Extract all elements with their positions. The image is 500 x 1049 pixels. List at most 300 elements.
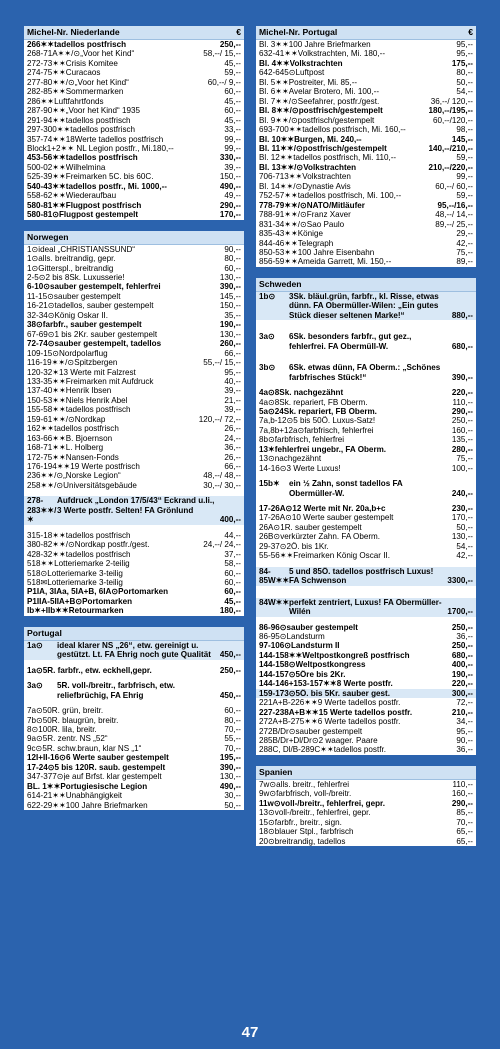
item-price: 90,--: [224, 244, 241, 254]
item-price: 65,--: [456, 836, 473, 846]
item-description: farbfrisch, voll-/breitr.: [276, 789, 352, 799]
listing-row: [256, 144, 476, 153]
item-price: 60,--: [224, 106, 241, 116]
listing-row: [24, 396, 244, 405]
listing-row: [24, 540, 244, 549]
item-price: 59,--: [456, 153, 473, 163]
item-description: 6Sk. besonders farbfr., gut gez., fehlerfrei. FA Obermüll-W.: [289, 332, 412, 351]
item-description: 3Sk. bläul.grün, farbfr., kl. Risse, etwas dünn. FA Obermüller-Wilen: „Ein gutes Stück dieser seltenen Marke!“: [289, 291, 439, 320]
item-description: Volkstrachten: [289, 58, 343, 68]
item-description: Lotteriemarke 3-teilig: [47, 578, 123, 588]
listing-row: [24, 462, 244, 471]
catalog-number: 38⊙: [27, 320, 43, 330]
listing-row: [256, 435, 476, 444]
item-description: Luftfahrtfonds: [54, 96, 104, 106]
item-price: 99,--: [224, 134, 241, 144]
item-price: 490,--: [219, 781, 241, 791]
item-price: 100,--: [451, 463, 473, 473]
item-price: 180,--/195,--: [428, 106, 473, 116]
listing-row: [256, 679, 476, 688]
item-price: 89,--/ 25,--: [435, 219, 473, 229]
listing-row: [24, 606, 244, 615]
catalog-number: 26A⊙: [259, 522, 281, 532]
catalog-number: 540-43✶✶: [27, 181, 66, 191]
listing-row: [256, 416, 476, 425]
item-price: 36,--: [456, 632, 473, 642]
catalog-number: 693-700✶✶: [259, 125, 303, 135]
listing-row: [24, 681, 244, 700]
catalog-number: Bl. 13✶✶/⊙: [259, 162, 304, 172]
item-price: 95,--: [224, 367, 241, 377]
listing-row: [256, 670, 476, 679]
item-description: farbfr., sauber gestempelt: [42, 320, 142, 330]
item-price: 175,--: [451, 58, 473, 68]
item-description: Unabhängigkeit: [65, 791, 123, 801]
catalog-number: 268-71A✶✶/⊙: [27, 49, 81, 59]
item-price: 390,--: [219, 762, 241, 772]
item-description: NATO/Mitläufer: [306, 200, 365, 210]
catalog-number: 428-32✶✶: [27, 549, 66, 559]
section-schweden: [256, 278, 476, 755]
item-description: Crisis Komitee: [65, 58, 118, 68]
listing-row: [256, 717, 476, 726]
listing-row: [24, 40, 244, 49]
listing-row: [256, 454, 476, 463]
listing-row: [24, 666, 244, 675]
catalog-number: 525-39✶✶: [27, 172, 66, 182]
catalog-number: 622-29✶✶: [27, 800, 66, 810]
item-description: verkürzter Zahn. FA Oberm.: [280, 532, 381, 542]
catalog-number: 3b⊙: [259, 363, 276, 373]
item-description: ideal klarer NS „26“, etw. gereinigt u. gestützt. Lt. FA Ehrig noch gute Qualität: [57, 640, 211, 660]
item-price: 72,--: [456, 698, 473, 708]
item-description: Volkstrachten: [303, 162, 357, 172]
item-price: 290,--: [451, 798, 473, 808]
item-description: tadellos postfr., Mi. 1000,--: [65, 181, 167, 191]
item-description: Wilhelmina: [65, 162, 106, 172]
catalog-number: 500-02✶✶: [27, 162, 66, 172]
listing-row: [256, 445, 476, 454]
item-description: Volkstrachten, Mi. 180,--: [297, 49, 386, 59]
listing-row: [24, 210, 244, 219]
catalog-number: 159-173⊙: [259, 688, 296, 698]
item-price: 60,--: [224, 568, 241, 578]
item-description: 2Ö. bis 1Kr.: [286, 541, 329, 551]
catalog-number: 13⊙: [259, 808, 275, 818]
listing-row: [256, 182, 476, 191]
item-description: fehlerfrei ungebr., FA Oberm.: [274, 444, 387, 454]
item-description: 5Öre bis 2Kr.: [295, 669, 346, 679]
item-price: 280,--: [451, 444, 473, 454]
item-description: Avelar Brotero, Mi. 100,--: [288, 87, 380, 97]
catalog-number: 8b⊙: [259, 435, 275, 445]
item-price: 75,--: [456, 247, 473, 257]
item-description: 19 Werte postfrisch: [70, 462, 140, 472]
listing-row: [256, 641, 476, 650]
item-price: 250,--: [451, 641, 473, 651]
section-gap: [256, 755, 476, 766]
listing-row: [24, 550, 244, 559]
item-price: 250,--: [219, 40, 241, 49]
item-price: 150,--: [219, 301, 241, 311]
listing-row: [24, 264, 244, 273]
item-price: 55,--/ 15,--: [203, 358, 241, 368]
catalog-number: 580-81✶✶: [27, 200, 66, 210]
item-price: 66,--: [224, 348, 241, 358]
item-price: 145,--: [451, 134, 473, 144]
catalog-number: 6-10⊙: [27, 282, 50, 292]
catalog-number: 144-157⊙: [259, 669, 296, 679]
section-niederlande: [24, 26, 244, 220]
item-price: 36,--: [456, 745, 473, 755]
item-price: 450,--: [219, 690, 241, 700]
listing-row: [256, 660, 476, 669]
catalog-number: 1a⊙: [27, 640, 43, 650]
catalog-number: 17-26A⊙: [259, 513, 292, 523]
catalog-number: 9c⊙: [27, 743, 43, 753]
listing-row: [256, 163, 476, 172]
catalog-number: 14-16⊙: [259, 463, 287, 473]
listing-row: [24, 311, 244, 320]
section-header: [256, 766, 476, 780]
listing-row: [256, 504, 476, 513]
catalog-number: 287-90✶✶: [27, 106, 66, 116]
item-price: 34,--: [456, 717, 473, 727]
item-price: 220,--: [451, 388, 473, 398]
item-price: 290,--: [451, 406, 473, 416]
catalog-number: 453-56✶✶: [27, 153, 66, 163]
catalog-number: 632-41✶✶: [259, 49, 298, 59]
item-description: Dynastie Avis: [302, 181, 351, 191]
item-description: Weltpostkongress: [295, 660, 366, 670]
item-price: 80,--: [456, 68, 473, 78]
catalog-number: Bl. 12✶✶: [259, 153, 294, 163]
section-portugal: [24, 627, 244, 810]
catalog-number: 162✶✶: [27, 424, 55, 434]
item-price: 190,--: [451, 669, 473, 679]
item-price: 680,--: [451, 650, 473, 660]
listing-row: [256, 689, 476, 698]
item-description: Retourmarken: [68, 606, 124, 616]
listing-row: [24, 641, 244, 660]
listing-row: [24, 358, 244, 367]
item-price: 36,--: [224, 443, 241, 453]
catalog-number: 11-15⊙: [27, 291, 54, 301]
listing-row: [24, 182, 244, 191]
listing-row: [24, 87, 244, 96]
item-price: 390,--: [451, 372, 473, 382]
item-description: Könige: [297, 229, 323, 239]
item-price: 390,--: [219, 282, 241, 292]
item-description: 10 Werte sauber gestempelt: [291, 513, 394, 523]
item-description: sauber gestempelt: [295, 726, 363, 736]
listing-row: [24, 772, 244, 781]
listing-row: [24, 301, 244, 310]
left-column: [24, 26, 244, 810]
catalog-number: 32-34⊙: [27, 310, 55, 320]
item-description: Portugiesische Legion: [60, 781, 148, 791]
listing-row: [256, 727, 476, 736]
listing-row: [24, 339, 244, 348]
item-description: 50R. blaugrün, breitr.: [42, 715, 119, 725]
item-description: Aufdruck „London 17/5/43“ Eckrand u.li., 3 Werte postfr. Selten! FA Grönlund: [57, 496, 215, 515]
item-description: farbfrisch, fehlerfrei: [274, 435, 345, 445]
listing-row: [24, 144, 244, 153]
item-price: 135,--: [451, 435, 473, 445]
listing-row: [256, 736, 476, 745]
item-price: 300,--: [451, 688, 473, 698]
item-price: 29,--: [456, 229, 473, 239]
item-description: tadellos postfrisch: [65, 530, 131, 540]
listing-row: [24, 481, 244, 490]
catalog-number: 17-26A⊙: [259, 504, 293, 514]
catalog-number: Ib✶+IIb✶✶: [27, 606, 69, 616]
catalog-number: 97-106⊙: [259, 641, 291, 651]
catalog-number: 3a⊙: [27, 681, 43, 691]
item-description: 1 bis 2Kr. sauber gestempelt: [54, 329, 158, 339]
catalog-number: Bl. 7✶✶/⊙: [259, 96, 298, 106]
item-price: 220,--: [451, 679, 473, 689]
listing-row: [256, 363, 476, 382]
catalog-number: 16-21⊙: [27, 301, 55, 311]
item-price: 130,--: [219, 329, 241, 339]
item-description: Curacaos: [65, 68, 101, 78]
catalog-number: 4a⊙: [259, 397, 275, 407]
listing-row: [256, 464, 476, 473]
item-description: ✶✶ NL Legion postfr., Mi.180,--: [60, 143, 174, 153]
item-description: 2 bis 8Sk. Luxusserie!: [45, 272, 125, 282]
listing-row: [24, 531, 244, 540]
listing-row: [24, 377, 244, 386]
item-description: Postreiter, Mi. 85,--: [288, 77, 358, 87]
listing-row: [256, 407, 476, 416]
item-description: L. Holberg: [65, 443, 104, 453]
section-header: [256, 26, 476, 40]
item-price: 210,--: [451, 707, 473, 717]
item-description: tadellos postfrisch: [65, 115, 131, 125]
item-description: ein ½ Zahn, sonst tadellos FA Obermüller-W.: [289, 479, 403, 498]
catalog-number: P1IIA-5IIA+B⊙: [27, 596, 83, 606]
listing-row: [24, 753, 244, 762]
item-description: tadellos postfrisch: [65, 549, 131, 559]
listing-row: [24, 49, 244, 58]
item-description: 8 Werte postfr.: [336, 679, 393, 689]
item-price: 26,--: [224, 424, 241, 434]
listing-row: [24, 559, 244, 568]
section-header: [24, 627, 244, 641]
item-price: 80,--: [224, 254, 241, 264]
item-description: 8Sk. repariert, FB Oberm.: [274, 397, 368, 407]
item-description: tadellos, sauber gestempelt: [54, 301, 154, 311]
catalog-number: 282-85✶✶: [27, 87, 66, 97]
listing-row: [256, 248, 476, 257]
item-description: je auf Brfst. klar gestempelt: [63, 772, 162, 782]
listing-row: [24, 734, 244, 743]
item-price: 60,--/ 9,--: [207, 77, 241, 87]
item-price: 55,--: [224, 734, 241, 744]
item-price: 250,--: [219, 665, 241, 675]
section-title: Spanien: [259, 766, 293, 777]
catalog-number: 144-158⊙: [259, 660, 296, 670]
catalog-number: 258✶✶/⊙: [27, 480, 64, 490]
item-price: 120,--/ 72,--: [198, 414, 241, 424]
catalog-number: 3a⊙: [259, 332, 275, 342]
listing-row: [256, 210, 476, 219]
item-description: 6 Werte sauber gestempelt: [65, 753, 169, 763]
item-description: tadellos postfrisch, Mi. 110,--: [293, 153, 397, 163]
catalog-number: 159-61✶✶/⊙: [27, 414, 75, 424]
listing-row: [24, 191, 244, 200]
item-price: 330,--: [219, 153, 241, 163]
listing-row: [24, 744, 244, 753]
listing-row: [256, 388, 476, 397]
catalog-number: 778-79✶✶/⊙: [259, 200, 307, 210]
item-price: 45,--: [224, 596, 241, 606]
item-description: Freimarken König Oscar II.: [293, 551, 390, 561]
item-price: 1700,--: [447, 607, 473, 617]
item-price: 95,--/16,--: [437, 200, 473, 210]
item-price: 58,--: [224, 559, 241, 569]
listing-row: [24, 163, 244, 172]
item-description: Flugpost gestempelt: [58, 210, 139, 220]
listing-row: [24, 78, 244, 87]
section-title: Norwegen: [27, 231, 69, 242]
catalog-number: 13⊙: [259, 454, 275, 464]
listing-row: [24, 245, 244, 254]
listing-row: [256, 780, 476, 789]
item-description: 5R. zentr. NS „52“: [42, 734, 108, 744]
item-description: Portomarken: [118, 587, 169, 597]
item-description: Luftpost: [295, 68, 325, 78]
item-price: 85,--: [456, 808, 473, 818]
section-portugal-2: [256, 26, 476, 267]
listing-row: [256, 567, 476, 586]
listing-row: [24, 116, 244, 125]
item-description: Volkstrachten: [302, 172, 351, 182]
section-norwegen: [24, 231, 244, 616]
item-price: 65,--: [456, 827, 473, 837]
catalog-number: 84W✶✶: [259, 597, 290, 607]
item-description: König Oskar II.: [54, 310, 109, 320]
item-description: Weltpostkongreß postfrisch: [302, 650, 410, 660]
listing-row: [24, 725, 244, 734]
item-price: 60,--: [224, 87, 241, 97]
catalog-number: Bl. 14✶✶/⊙: [259, 181, 303, 191]
catalog-number: Bl. 10✶✶: [259, 134, 295, 144]
section-gap: [24, 220, 244, 231]
item-price: 190,--: [219, 320, 241, 330]
item-price: 210,--/220,--: [428, 162, 473, 172]
item-price: 160,--: [451, 789, 473, 799]
catalog-number: P1IA, 3IAa, 5IA+B, 6IA⊙: [27, 587, 119, 597]
listing-row: [24, 782, 244, 791]
item-price: 110,--: [452, 779, 473, 789]
section-header: [24, 231, 244, 245]
catalog-number: 116-19✶✶/⊙: [27, 358, 75, 368]
listing-row: [24, 68, 244, 77]
listing-row: [256, 799, 476, 808]
catalog-number: 297-300✶✶: [27, 125, 71, 135]
listing-row: [24, 386, 244, 395]
catalog-number: 1⊙: [27, 254, 39, 264]
listing-row: [24, 106, 244, 115]
item-description: sauber gestempelt, fehlerfrei: [49, 282, 161, 292]
catalog-number: 274-75✶✶: [27, 68, 66, 78]
item-price: 150,--: [219, 172, 241, 182]
catalog-number: 176-194✶✶: [27, 462, 71, 472]
item-description: perfekt zentriert, Luxus! FA Obermüller-Wilén: [289, 597, 442, 617]
item-description: 2 waager. Paare: [318, 736, 378, 745]
catalog-number: 2-5⊙: [27, 272, 46, 282]
section-spanien: [256, 766, 476, 846]
item-description: Flugpost postfrisch: [65, 200, 142, 210]
listing-row: [24, 424, 244, 433]
listing-row: [24, 349, 244, 358]
item-description: „Voor het Kind“: [80, 49, 135, 59]
item-price: 42,--: [456, 551, 473, 561]
catalog-number: 752-57✶✶: [259, 191, 298, 201]
item-description: 1R. sauber gestempelt: [280, 522, 362, 532]
listing-row: [24, 801, 244, 810]
item-price: 95,--: [456, 49, 473, 59]
catalog-number: 272-73✶✶: [27, 58, 66, 68]
item-price: 60,--: [224, 578, 241, 588]
listing-row: [256, 292, 476, 320]
listing-row: [256, 523, 476, 532]
item-price: 400,--: [451, 660, 473, 670]
catalog-number: 315-18✶✶: [27, 530, 66, 540]
item-price: 58,--/ 15,--: [203, 49, 241, 59]
item-price: 130,--: [451, 532, 473, 542]
item-price: 50,--: [456, 522, 473, 532]
catalog-number: 20⊙: [259, 836, 275, 846]
catalog-number: 1a⊙: [27, 665, 43, 675]
listing-row: [24, 471, 244, 480]
listing-row: [24, 597, 244, 606]
item-description: 6 Werte tadellos postfr.: [317, 717, 401, 727]
item-price: 170,--: [451, 513, 473, 523]
catalog-number: 277-80✶✶/⊙: [27, 77, 75, 87]
listing-row: [24, 153, 244, 162]
item-price: 89,--: [456, 257, 473, 267]
catalog-number: 850-53✶✶: [259, 247, 298, 257]
item-price: 260,--: [219, 339, 241, 349]
listing-row: [256, 220, 476, 229]
item-description: Spitzbergen: [74, 358, 118, 368]
listing-row: [256, 789, 476, 798]
listing-row: [256, 745, 476, 754]
item-description: sauber gestempelt: [53, 291, 121, 301]
listing-row: [256, 837, 476, 846]
item-price: 230,--: [451, 504, 473, 514]
item-description: 9 Werte tadellos postfr.: [317, 698, 401, 708]
item-price: 44,--: [224, 530, 241, 540]
item-description: „Norske Legion“: [63, 471, 121, 481]
listing-row: [256, 598, 476, 617]
item-description: tadellos postfrisch: [65, 153, 138, 163]
catalog-number: 15⊙: [259, 817, 275, 827]
item-description: postfrisch/gestempelt: [298, 106, 383, 116]
item-description: farbfrisch, fehlerfrei: [304, 425, 374, 435]
item-price: 24,--/ 24,--: [203, 540, 241, 550]
listing-row: [256, 201, 476, 210]
item-price: 680,--: [451, 341, 473, 351]
item-description: 6Sk. etwas dünn, FA Oberm.: „Schönes farbfrisches Stück!“: [289, 363, 441, 382]
catalog-number: 84-85W✶✶: [259, 566, 290, 586]
item-description: tadellos postfrisch: [54, 424, 119, 434]
item-description: 100 Jahre Briefmarken: [288, 40, 371, 49]
currency-label: €: [468, 27, 473, 37]
